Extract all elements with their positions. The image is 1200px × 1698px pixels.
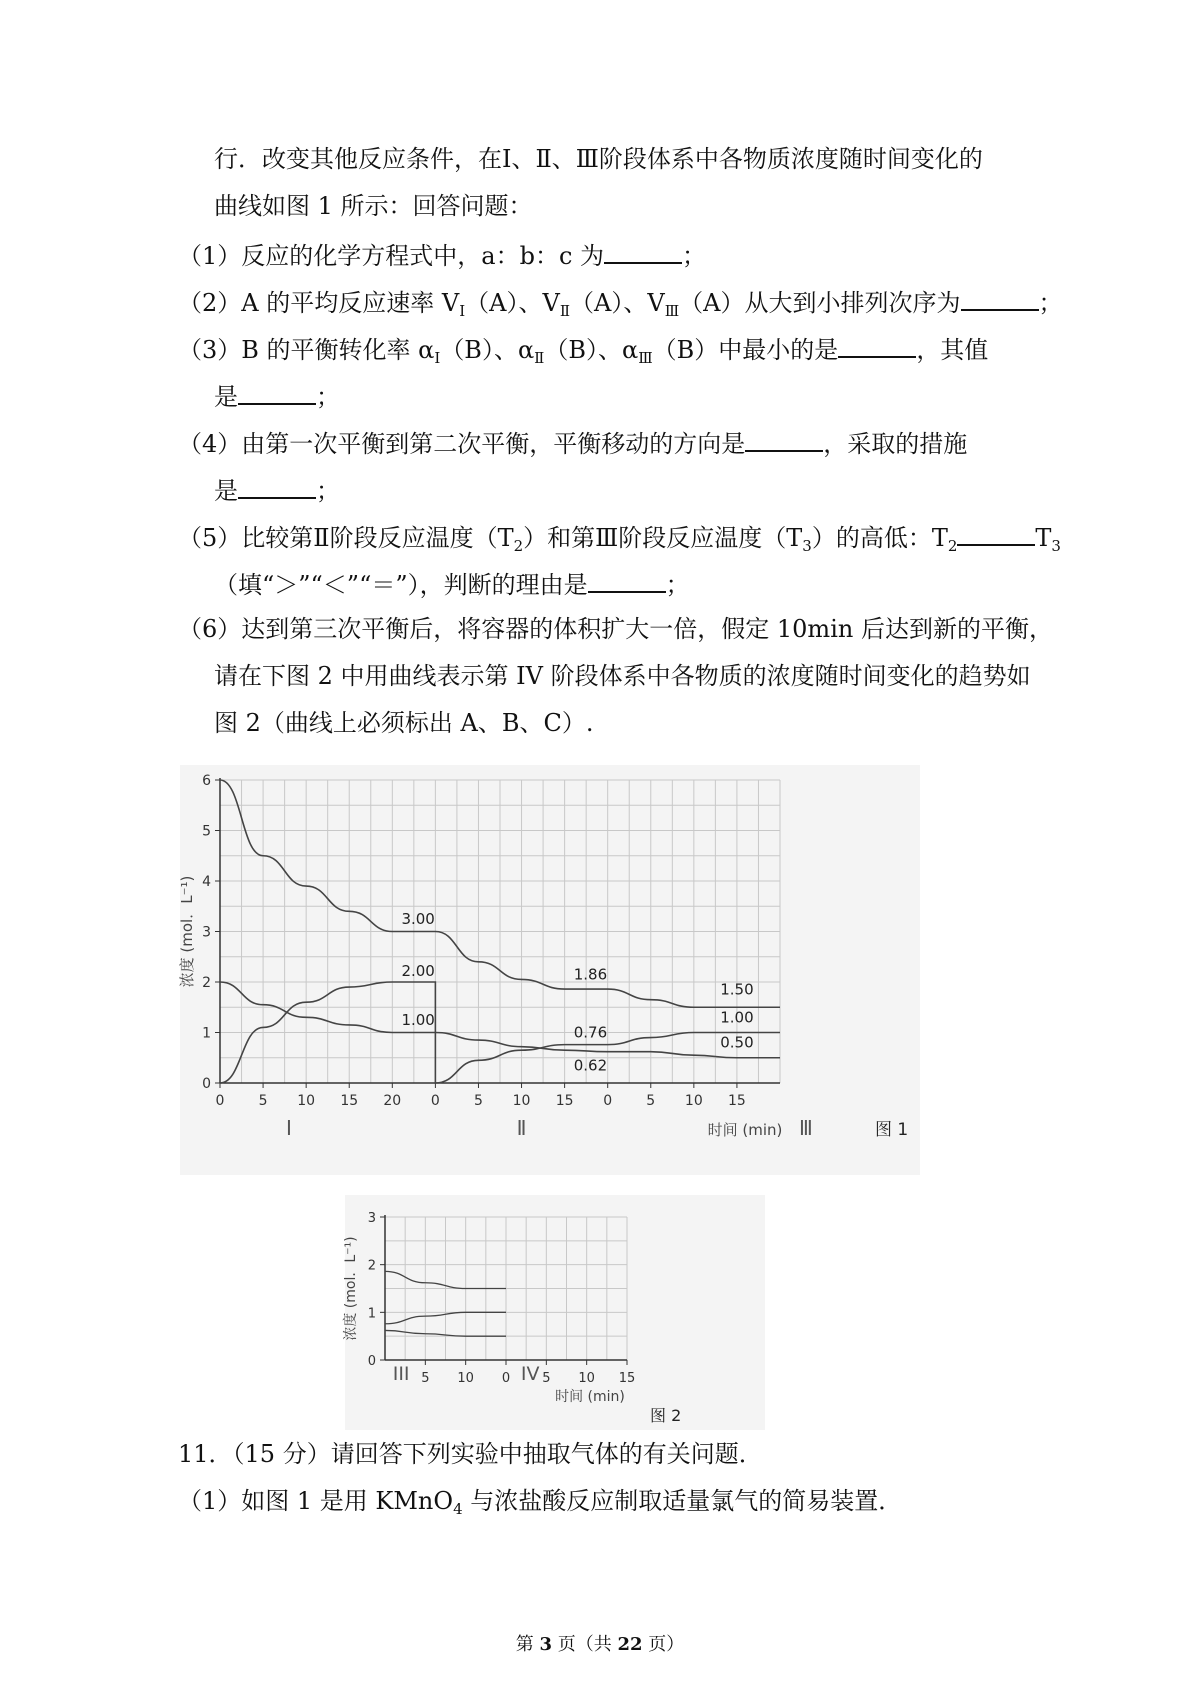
x-tick-label: 5 xyxy=(421,1371,430,1386)
q3-blank-2[interactable] xyxy=(238,377,316,405)
q5-text-5: （填“＞”“＜”“＝”），判断的理由是 xyxy=(214,571,588,599)
stage-label: III xyxy=(392,1363,410,1385)
q4-text-3: 是 xyxy=(214,477,238,505)
q2-sub-1: Ⅰ xyxy=(459,302,466,320)
y-tick-label: 6 xyxy=(202,773,211,789)
q2-sub-2: Ⅱ xyxy=(559,302,571,320)
q5-sub-3: 2 xyxy=(947,537,958,555)
y-axis-label: 浓度 (mol．L⁻¹) xyxy=(343,1236,359,1341)
q3-sub-3: Ⅲ xyxy=(638,349,653,367)
stage-label: Ⅰ xyxy=(285,1116,292,1140)
x-tick-label: 0 xyxy=(603,1093,613,1109)
x-tick-label: 15 xyxy=(618,1371,636,1386)
q5-end: ； xyxy=(665,571,690,599)
x-tick-label: 0 xyxy=(501,1371,511,1386)
y-tick-label: 1 xyxy=(367,1306,376,1322)
x-tick-label: 10 xyxy=(684,1093,703,1109)
q5-blank-1[interactable] xyxy=(957,518,1035,546)
intro-line-2: 曲线如图 1 所示：回答问题： xyxy=(214,192,533,220)
y-tick-label: 0 xyxy=(202,1076,211,1092)
stage-label: IV xyxy=(520,1363,540,1385)
x-tick-label: 15 xyxy=(340,1093,359,1109)
footer-text-1: 第 xyxy=(515,1634,540,1655)
q3-text-6: 是 xyxy=(214,383,238,411)
x-tick-label: 10 xyxy=(512,1093,531,1109)
x-tick-label: 10 xyxy=(297,1093,316,1109)
data-label: 3.00 xyxy=(401,909,435,928)
q4-text-2: ，采取的措施 xyxy=(823,430,968,458)
y-tick-label: 1 xyxy=(202,1025,211,1042)
q3-text-5: ，其值 xyxy=(916,336,989,364)
q2-end: ； xyxy=(1038,289,1063,317)
footer-text-3: 页） xyxy=(642,1634,685,1655)
figure-2-chart xyxy=(345,1195,765,1430)
q1-end: ； xyxy=(682,242,707,270)
x-tick-label: 5 xyxy=(258,1093,268,1109)
data-label: 2.00 xyxy=(401,961,435,980)
data-label: 1.00 xyxy=(401,1010,435,1029)
intro-line-1: 行．改变其他反应条件，在Ⅰ、Ⅱ、Ⅲ阶段体系中各物质浓度随时间变化的 xyxy=(214,145,983,173)
question-3 xyxy=(178,330,988,375)
q3-end: ； xyxy=(316,383,340,411)
question-6-line-3: 图 2（曲线上必须标出 A、B、C）. xyxy=(214,709,594,737)
question-11-part-1 xyxy=(178,1484,902,1526)
data-label: 0.50 xyxy=(720,1033,754,1052)
x-tick-label: 10 xyxy=(578,1371,595,1386)
y-tick-label: 4 xyxy=(202,874,211,890)
footer-total-pages: 22 xyxy=(617,1634,643,1655)
footer-text-2: 页（共 xyxy=(552,1634,618,1655)
x-axis-label: 时间 (min) xyxy=(555,1389,625,1405)
q3-sub-2: Ⅱ xyxy=(534,349,545,367)
q3-text-1: （3）B 的平衡转化率 α xyxy=(178,336,435,364)
question-4 xyxy=(178,424,967,461)
figure-1-chart xyxy=(180,765,920,1175)
y-tick-label: 0 xyxy=(367,1354,376,1369)
y-tick-label: 2 xyxy=(202,975,211,991)
question-1 xyxy=(178,236,706,273)
question-6-line-2: 请在下图 2 中用曲线表示第 IV 阶段体系中各物质的浓度随时间变化的趋势如 xyxy=(214,662,1031,690)
data-label: 0.62 xyxy=(573,1056,608,1075)
page-footer xyxy=(0,1630,1200,1656)
stage-label: Ⅲ xyxy=(798,1116,813,1140)
y-tick-label: 5 xyxy=(202,823,211,840)
y-axis-label: 浓度 (mol．L⁻¹) xyxy=(178,875,196,988)
figure-title: 图 2 xyxy=(650,1406,682,1425)
q5-text-3: ）的高低：T xyxy=(811,524,948,552)
q1-text: （1）反应的化学方程式中，a：b：c 为 xyxy=(178,242,605,270)
q5-sub-4: 3 xyxy=(1051,537,1061,555)
q3-text-2: （B）、α xyxy=(440,336,535,364)
x-tick-label: 5 xyxy=(542,1371,551,1386)
x-tick-label: 0 xyxy=(430,1093,440,1109)
q11-sub: 4 xyxy=(453,1500,463,1518)
q11-text-1: （1）如图 1 是用 KMnO xyxy=(178,1487,454,1515)
q5-blank-2[interactable] xyxy=(588,565,666,593)
figure-title: 图 1 xyxy=(875,1120,909,1140)
q11-text-2: 与浓盐酸反应制取适量氯气的简易装置． xyxy=(462,1487,903,1515)
figure-1-background xyxy=(180,765,920,1175)
data-label: 1.00 xyxy=(720,1008,754,1027)
question-5 xyxy=(178,518,1061,563)
x-tick-label: 0 xyxy=(215,1093,225,1109)
q3-sub-1: Ⅰ xyxy=(434,349,441,367)
x-tick-label: 15 xyxy=(728,1093,746,1109)
q2-text-2: （A）、V xyxy=(465,289,560,317)
question-4-cont xyxy=(214,471,340,508)
q5-sub-2: 3 xyxy=(802,537,812,555)
q3-blank-1[interactable] xyxy=(838,330,916,358)
data-label: 0.76 xyxy=(573,1023,608,1042)
q1-blank[interactable] xyxy=(604,236,682,264)
question-5-cont xyxy=(214,565,690,602)
y-tick-label: 3 xyxy=(367,1211,376,1226)
question-11-title: 11．（15 分）请回答下列实验中抽取气体的有关问题． xyxy=(178,1440,763,1468)
q3-text-3: （B）、α xyxy=(544,336,639,364)
data-label: 1.50 xyxy=(720,980,754,999)
q2-text-4: （A）从大到小排列次序为 xyxy=(679,289,961,317)
q2-text-3: （A）、V xyxy=(570,289,665,317)
question-6-line-1: （6）达到第三次平衡后，将容器的体积扩大一倍，假定 10min 后达到新的平衡， xyxy=(178,615,1053,643)
x-tick-label: 5 xyxy=(646,1093,656,1109)
question-3-cont xyxy=(214,377,340,414)
q2-sub-3: Ⅲ xyxy=(664,302,680,320)
data-label: 1.86 xyxy=(573,965,608,984)
q2-blank[interactable] xyxy=(961,283,1039,311)
x-tick-label: 10 xyxy=(457,1371,474,1386)
y-tick-label: 2 xyxy=(367,1258,376,1274)
q4-blank-2[interactable] xyxy=(238,471,316,499)
q3-text-4: （B）中最小的是 xyxy=(652,336,839,364)
q5-text-1: （5）比较第Ⅱ阶段反应温度（T xyxy=(178,524,514,552)
stage-label: Ⅱ xyxy=(516,1116,527,1140)
q4-end: ； xyxy=(316,477,340,505)
q5-text-2: ）和第Ⅲ阶段反应温度（T xyxy=(523,524,803,552)
question-2 xyxy=(178,283,1063,328)
q5-sub-1: 2 xyxy=(513,537,524,555)
q4-text-1: （4）由第一次平衡到第二次平衡，平衡移动的方向是 xyxy=(178,430,746,458)
y-tick-label: 3 xyxy=(202,924,211,941)
q4-blank-1[interactable] xyxy=(745,424,823,452)
x-tick-label: 5 xyxy=(474,1093,483,1109)
q2-text-1: （2）A 的平均反应速率 V xyxy=(178,289,460,317)
footer-page-number: 3 xyxy=(539,1634,552,1655)
x-tick-label: 20 xyxy=(383,1093,402,1109)
x-tick-label: 15 xyxy=(555,1093,574,1109)
x-axis-label: 时间 (min) xyxy=(707,1121,783,1139)
q5-text-4: T xyxy=(1035,524,1052,552)
